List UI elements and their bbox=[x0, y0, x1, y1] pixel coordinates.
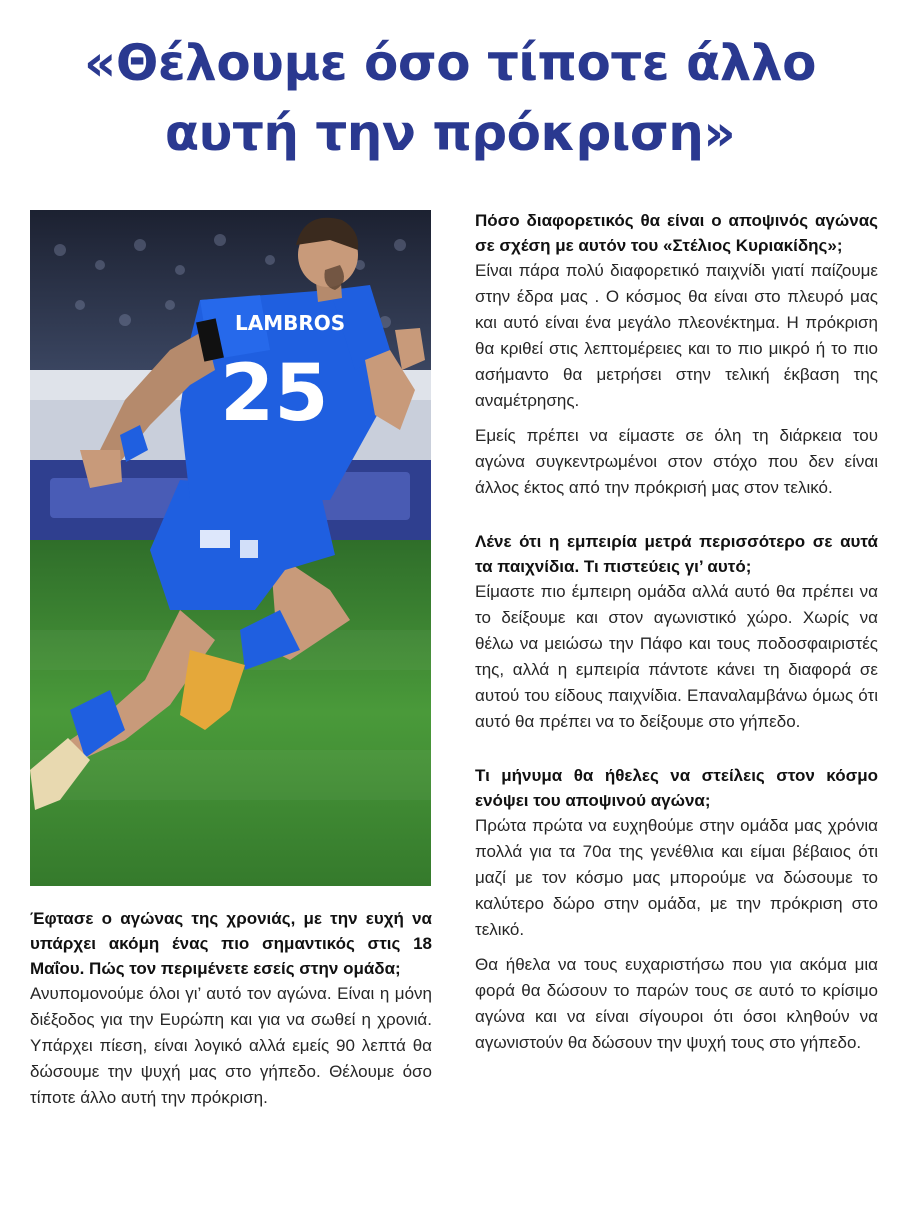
question-text: Έφτασε ο αγώνας της χρονιάς, με την ευχή να υπάρχει ακόμη ένας πιο σημαντικός στις 18 Μαΐου. Πώς τον περιμένετε εσείς στην ομάδα; bbox=[30, 909, 432, 978]
headline-line-2: αυτή την πρόκριση» bbox=[164, 104, 736, 162]
headline-line-1: «Θέλουμε όσο τίποτε άλλο bbox=[84, 34, 816, 92]
question-text: Λένε ότι η εμπειρία μετρά περισσότερο σε αυτά τα παιχνίδια. Τι πιστεύεις γι’ αυτό; bbox=[475, 532, 878, 576]
answer-text: Είμαστε πιο έμπειρη ομάδα αλλά αυτό θα πρέπει να το δείξουμε και στον αγωνιστικό χώρο. Χωρίς να θέλω να μειώσω την Πάφο και τους ποδοσφαιριστές της, αλλά η εμπειρία πάντοτε κάνει τη διαφορά σε αυτού του είδους παιχνίδια. Επαναλαμβάνω όμως ότι αυτό θα πρέπει να το δείξουμε στο γήπεδο. bbox=[475, 582, 878, 731]
qa-block-2 bbox=[475, 529, 878, 735]
answer-text: Πρώτα πρώτα να ευχηθούμε στην ομάδα μας χρόνια πολλά για τα 70α της γενέθλια και είμαι βέβαιος ότι μαζί με τον κόσμο μας μπορούμε να δώσουμε το καλύτερο δώρο στην ομάδα, με την πρόκριση στο τελικό. bbox=[475, 816, 878, 939]
qa-block-1 bbox=[475, 208, 878, 501]
player-photo-illustration bbox=[30, 210, 431, 886]
answer-text: Είναι πάρα πολύ διαφορετικό παιχνίδι γιατί παίζουμε στην έδρα μας . Ο κόσμος θα είναι στο πλευρό μας και αυτό είναι ένα μεγάλο πλεονέκτημα. Η πρόκριση θα κριθεί στις λεπτομέρειες και το πιο μικρό ή το πιο ασήμαντο θα μετρήσει στην τελική έκβαση της αναμέτρησης. bbox=[475, 261, 878, 410]
jersey-name: LAMBROS bbox=[235, 311, 346, 335]
question-text: Πόσο διαφορετικός θα είναι ο αποψινός αγώνας σε σχέση με αυτόν του «Στέλιος Κυριακίδης»; bbox=[475, 211, 878, 255]
player-photo bbox=[30, 210, 431, 886]
qa-block-left bbox=[30, 906, 432, 1111]
qa-column-right bbox=[475, 208, 878, 1056]
qa-block-3 bbox=[475, 763, 878, 1056]
article-headline bbox=[0, 28, 900, 168]
answer-text: Ανυπομονούμε όλοι γι’ αυτό τον αγώνα. Είναι η μόνη διέξοδος για την Ευρώπη και για να σωθεί η χρονιά. Υπάρχει πίεση, είναι λογικό αλλά εμείς 90 λεπτά θα δώσουμε την ψυχή μας στο γήπεδο. Θέλουμε όσο τίποτε άλλο αυτή την πρόκριση. bbox=[30, 984, 432, 1107]
question-text: Τι μήνυμα θα ήθελες να στείλεις στον κόσμο ενόψει του αποψινού αγώνα; bbox=[475, 766, 878, 810]
answer-text: Θα ήθελα να τους ευχαριστήσω που για ακόμα μια φορά θα δώσουν το παρών τους σε αυτό το κρίσιμο αγώνα και να είναι σίγουροι ότι όσοι κληθούν να αγωνιστούν θα δώσουν την ψυχή τους στο γήπεδο. bbox=[475, 955, 878, 1052]
answer-text: Εμείς πρέπει να είμαστε σε όλη τη διάρκεια του αγώνα συγκεντρωμένοι στον στόχο που δεν είναι άλλος έκτος από την πρόκρισή μας στον τελικό. bbox=[475, 426, 878, 497]
jersey-number: 25 bbox=[220, 349, 329, 439]
